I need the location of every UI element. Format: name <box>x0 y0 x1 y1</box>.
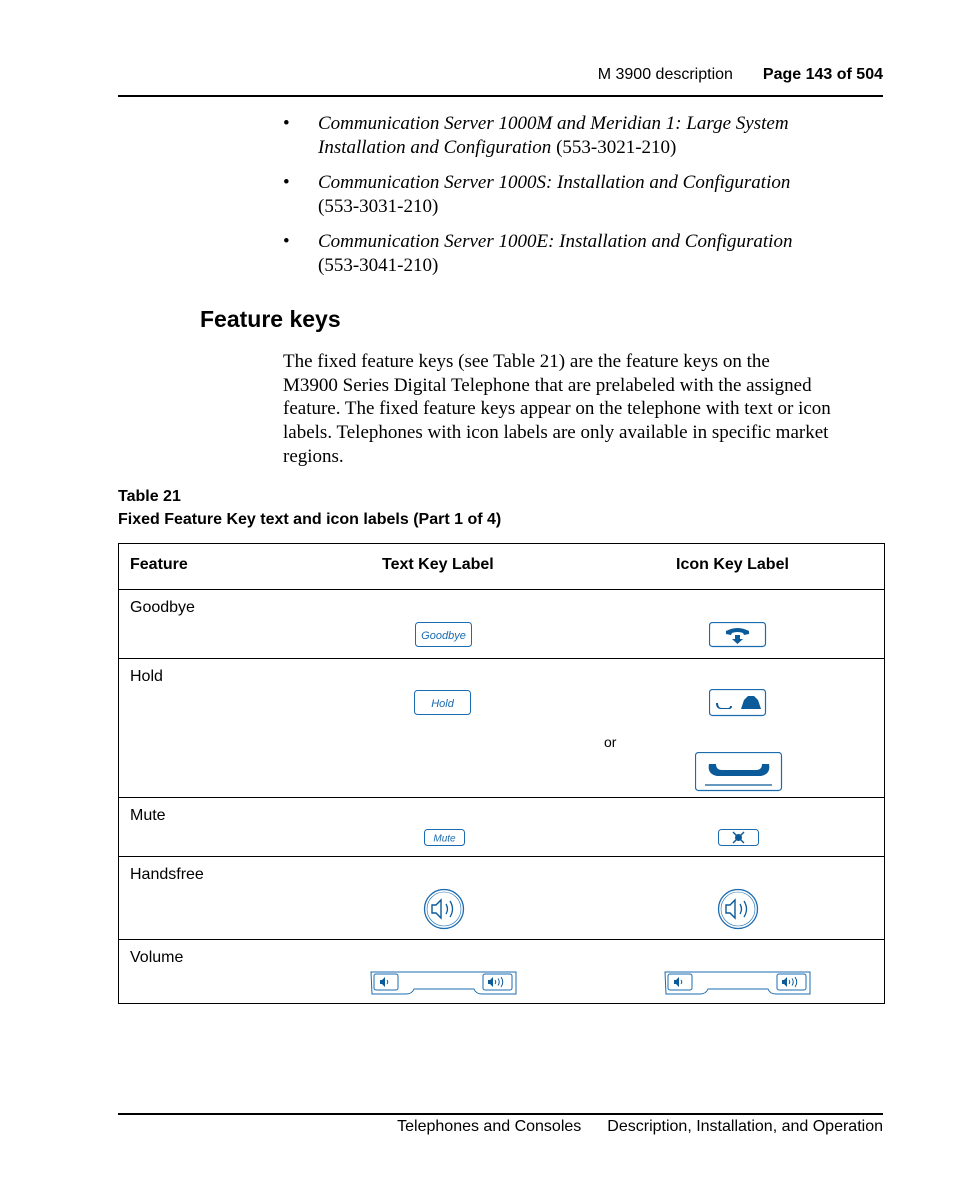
reference-code-3: (553-3041-210) <box>318 255 439 276</box>
header-doc-title: M 3900 description <box>597 66 733 83</box>
mute-key-label: Mute <box>433 833 456 845</box>
footer-right-text: Description, Installation, and Operation <box>607 1118 883 1135</box>
intro-line: feature. The fixed feature keys appear on the telephone with text or icon <box>283 398 831 420</box>
volume-bar-icon <box>664 970 811 998</box>
reference-item-1 <box>318 112 838 160</box>
handsfree-speaker-icon <box>717 888 759 930</box>
page-footer <box>0 1118 883 1136</box>
table-number: Table 21 <box>118 488 181 505</box>
reference-title-2: Communication Server 1000S: Installation and Configuration <box>318 172 791 193</box>
table-row <box>119 658 884 797</box>
alternative-separator: or <box>604 734 617 750</box>
goodbye-text-key <box>415 622 473 648</box>
hold-handset-icon <box>709 689 767 717</box>
feature-name: Mute <box>130 807 166 824</box>
feature-name: Hold <box>130 668 163 685</box>
reference-title-1b: Installation and Configuration <box>318 137 552 158</box>
reference-item-3 <box>318 230 838 278</box>
bullet-3: • <box>283 231 290 252</box>
intro-line: The fixed feature keys (see Table 21) are the feature keys on the <box>283 351 770 372</box>
feature-key-table <box>118 543 885 1004</box>
intro-line: M3900 Series Digital Telephone that are prelabeled with the assigned <box>283 374 812 396</box>
hold-key-label: Hold <box>431 698 454 710</box>
page-header <box>0 66 883 84</box>
column-header-feature: Feature <box>130 556 188 573</box>
section-title: Feature keys <box>200 306 341 332</box>
feature-name: Goodbye <box>130 599 195 616</box>
table-caption: Fixed Feature Key text and icon labels (Part 1 of 4) <box>118 511 502 528</box>
footer-rule <box>118 1113 883 1115</box>
intro-line: labels. Telephones with icon labels are only available in specific market <box>283 422 829 444</box>
table-header-row <box>119 544 884 589</box>
feature-name: Handsfree <box>130 866 204 883</box>
handsfree-speaker-key <box>423 888 465 930</box>
reference-title-1a: Communication Server 1000M and Meridian 1: Large System <box>318 113 789 134</box>
intro-paragraph <box>283 350 858 469</box>
hold-large-handset-icon <box>695 752 783 792</box>
table-row <box>119 589 884 658</box>
goodbye-handset-icon <box>709 622 767 648</box>
table-row <box>119 797 884 856</box>
reference-item-2 <box>318 171 838 219</box>
column-header-icon-key: Icon Key Label <box>676 556 789 573</box>
goodbye-key-label: Goodbye <box>421 630 466 642</box>
bullet-2: • <box>283 172 290 193</box>
header-page-number: Page 143 of 504 <box>762 66 883 83</box>
hold-text-key <box>414 690 472 716</box>
feature-name: Volume <box>130 949 184 966</box>
intro-line: regions. <box>283 445 344 467</box>
reference-code-2: (553-3031-210) <box>318 196 439 217</box>
header-rule <box>118 95 883 97</box>
footer-left-text: Telephones and Consoles <box>397 1118 582 1135</box>
column-header-text-key: Text Key Label <box>382 556 494 573</box>
mute-text-key <box>424 829 466 847</box>
table-row <box>119 939 884 1003</box>
table-row <box>119 856 884 939</box>
mute-icon <box>718 829 760 847</box>
reference-title-3: Communication Server 1000E: Installation and Configuration <box>318 231 793 252</box>
reference-code-1: (553-3021-210) <box>556 137 677 158</box>
bullet-1: • <box>283 113 290 134</box>
volume-bar-key <box>370 970 517 998</box>
